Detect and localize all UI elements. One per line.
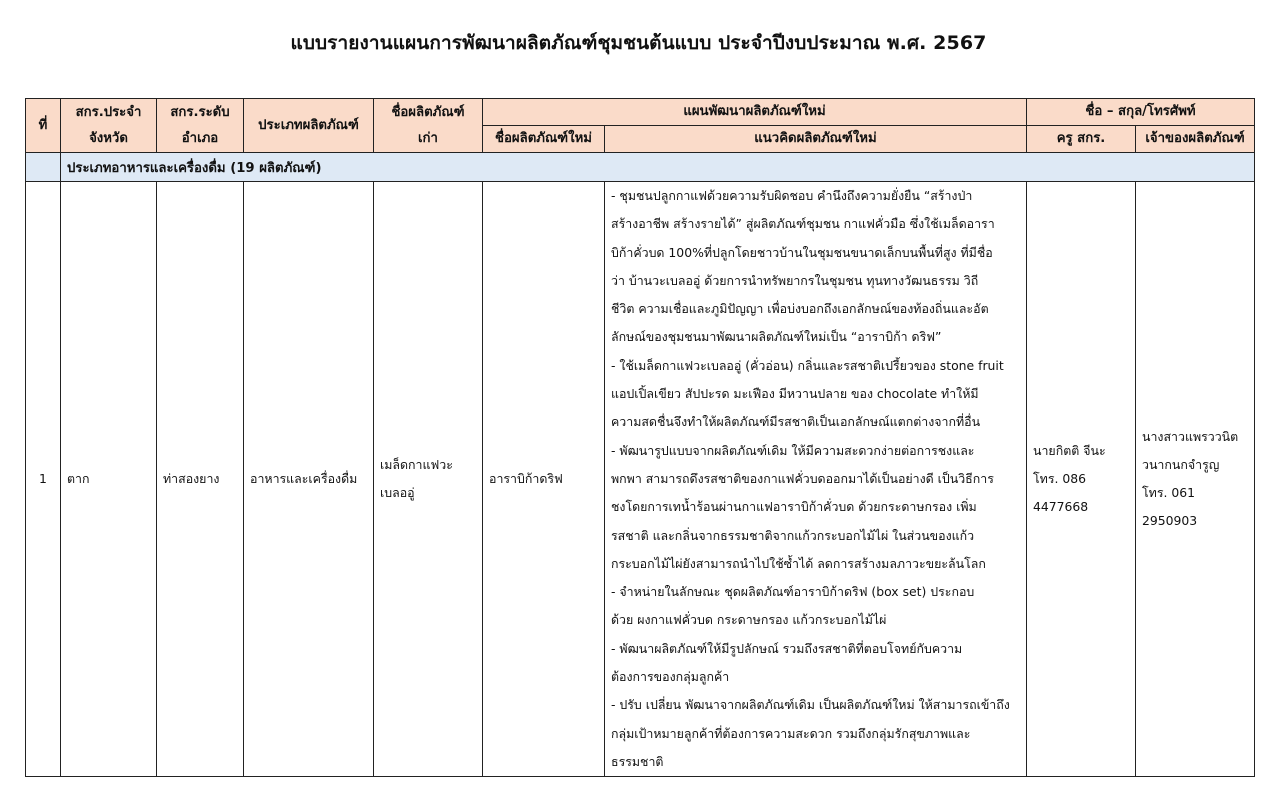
header-product-type: ประเภทผลิตภัณฑ์ xyxy=(244,99,374,153)
concept-line: ชีวิต ความเชื่อและภูมิปัญญา เพื่อบ่งบอกถึงเอกลักษณ์ของท้องถิ่นและอัต xyxy=(611,301,989,317)
concept-line: - พัฒนาผลิตภัณฑ์ให้มีรูปลักษณ์ รวมถึงรสชาติที่ตอบโจทย์กับความ xyxy=(611,640,963,656)
concept-line: กลุ่มเป้าหมายลูกค้าที่ต้องการความสะดวก รวมถึงกลุ่มรักสุขภาพและ xyxy=(611,725,971,741)
report-table xyxy=(25,98,1255,777)
concept-line: บิก้าคั่วบด 100%ที่ปลูกโดยชาวบ้านในชุมชนขนาดเล็กบนพื้นที่สูง ที่มีชื่อ xyxy=(611,244,993,260)
concept-line: ธรรมชาติ xyxy=(611,753,664,769)
row-owner-contact: นางสาวแพรววนิต วนากนกจำรูญ โทร. 061 2950903 xyxy=(1136,182,1255,777)
concept-line: ความสดชื่นจึงทำให้ผลิตภัณฑ์มีรสชาติเป็นเอกลักษณ์แตกต่างจากที่อื่น xyxy=(611,414,981,430)
concept-line: สร้างอาชีพ สร้างรายได้” สู่ผลิตภัณฑ์ชุมชน กาแฟคั่วมือ ซึ่งใช้เมล็ดอารา xyxy=(611,216,995,232)
row-new-name: อาราบิก้าดริฟ xyxy=(483,182,605,777)
header-province-office: สกร.ประจำ จังหวัด xyxy=(61,99,157,153)
category-row xyxy=(26,153,1255,182)
header-no: ที่ xyxy=(26,99,61,153)
concept-line: พกพา สามารถดึงรสชาติของกาแฟคั่วบดออกมาได้เป็นอย่างดี เป็นวิธีการ xyxy=(611,470,994,486)
row-new-concept xyxy=(605,182,1027,777)
concept-line: - ชุมชนปลูกกาแฟด้วยความรับผิดชอบ คำนึงถึงความยั่งยืน “สร้างป่า xyxy=(611,188,973,203)
row-product-type: อาหารและเครื่องดื่ม xyxy=(244,182,374,777)
header-district-office: สกร.ระดับ อำเภอ xyxy=(157,99,244,153)
concept-line: แอปเปิ้ลเขียว สัปปะรด มะเฟือง มีหวานปลาย ของ chocolate ทำให้มี xyxy=(611,386,979,402)
page-title: แบบรายงานแผนการพัฒนาผลิตภัณฑ์ชุมชนต้นแบบ ประจำปีงบประมาณ พ.ศ. 2567 xyxy=(290,32,987,54)
header-owner: เจ้าของผลิตภัณฑ์ xyxy=(1136,126,1255,153)
concept-line: - พัฒนารูปแบบจากผลิตภัณฑ์เดิม ให้มีความสะดวกง่ายต่อการชงและ xyxy=(611,442,975,458)
concept-line: กระบอกไม้ไผ่ยังสามารถนำไปใช้ซ้ำได้ ลดการสร้างมลภาวะขยะล้นโลก xyxy=(611,555,986,571)
row-province: ตาก xyxy=(61,182,157,777)
table-row xyxy=(26,182,1255,777)
row-district: ท่าสองยาง xyxy=(157,182,244,777)
concept-line: ลักษณ์ของชุมชนมาพัฒนาผลิตภัณฑ์ใหม่เป็น “อาราบิก้า ดริฟ” xyxy=(611,329,942,345)
concept-line: - ใช้เมล็ดกาแฟวะเบลออู่ (คั่วอ่อน) กลิ่นและรสชาติเปรี้ยวของ stone fruit xyxy=(611,357,1004,373)
concept-line: ด้วย ผงกาแฟคั่วบด กระดาษกรอง แก้วกระบอกไม้ไผ่ xyxy=(611,612,887,628)
header-teacher: ครู สกร. xyxy=(1027,126,1136,153)
concept-line: รสชาติ และกลิ่นจากธรรมชาติจากแก้วกระบอกไม้ไผ่ ในส่วนของแก้ว xyxy=(611,527,975,543)
concept-line: - จำหน่ายในลักษณะ ชุดผลิตภัณฑ์อาราบิก้าดริฟ (box set) ประกอบ xyxy=(611,584,975,600)
header-new-product-name: ชื่อผลิตภัณฑ์ใหม่ xyxy=(483,126,605,153)
header-new-concept: แนวคิดผลิตภัณฑ์ใหม่ xyxy=(605,126,1027,153)
header-row-1 xyxy=(26,99,1255,126)
row-old-name: เมล็ดกาแฟวะ เบลออู่ xyxy=(374,182,483,777)
concept-line: - ปรับ เปลี่ยน พัฒนาจากผลิตภัณฑ์เดิม เป็นผลิตภัณฑ์ใหม่ ให้สามารถเข้าถึง xyxy=(611,697,1010,713)
row-no: 1 xyxy=(26,182,61,777)
category-label: ประเภทอาหารและเครื่องดื่ม (19 ผลิตภัณฑ์) xyxy=(61,153,1255,182)
category-blank-cell xyxy=(26,153,61,182)
concept-line: ชงโดยการเทน้ำร้อนผ่านกาแฟอาราบิก้าคั่วบด ด้วยกระดาษกรอง เพิ่ม xyxy=(611,499,977,515)
row-teacher-contact: นายกิตติ จีนะ โทร. 086 4477668 xyxy=(1027,182,1136,777)
header-old-product-name: ชื่อผลิตภัณฑ์ เก่า xyxy=(374,99,483,153)
concept-line: ต้องการของกลุ่มลูกค้า xyxy=(611,669,730,685)
header-contact-group: ชื่อ – สกุล/โทรศัพท์ xyxy=(1027,99,1255,126)
concept-line: ว่า บ้านวะเบลออู่ ด้วยการนำทรัพยากรในชุมชน ทุนทางวัฒนธรรม วิถี xyxy=(611,272,979,288)
header-new-plan-group: แผนพัฒนาผลิตภัณฑ์ใหม่ xyxy=(483,99,1027,126)
